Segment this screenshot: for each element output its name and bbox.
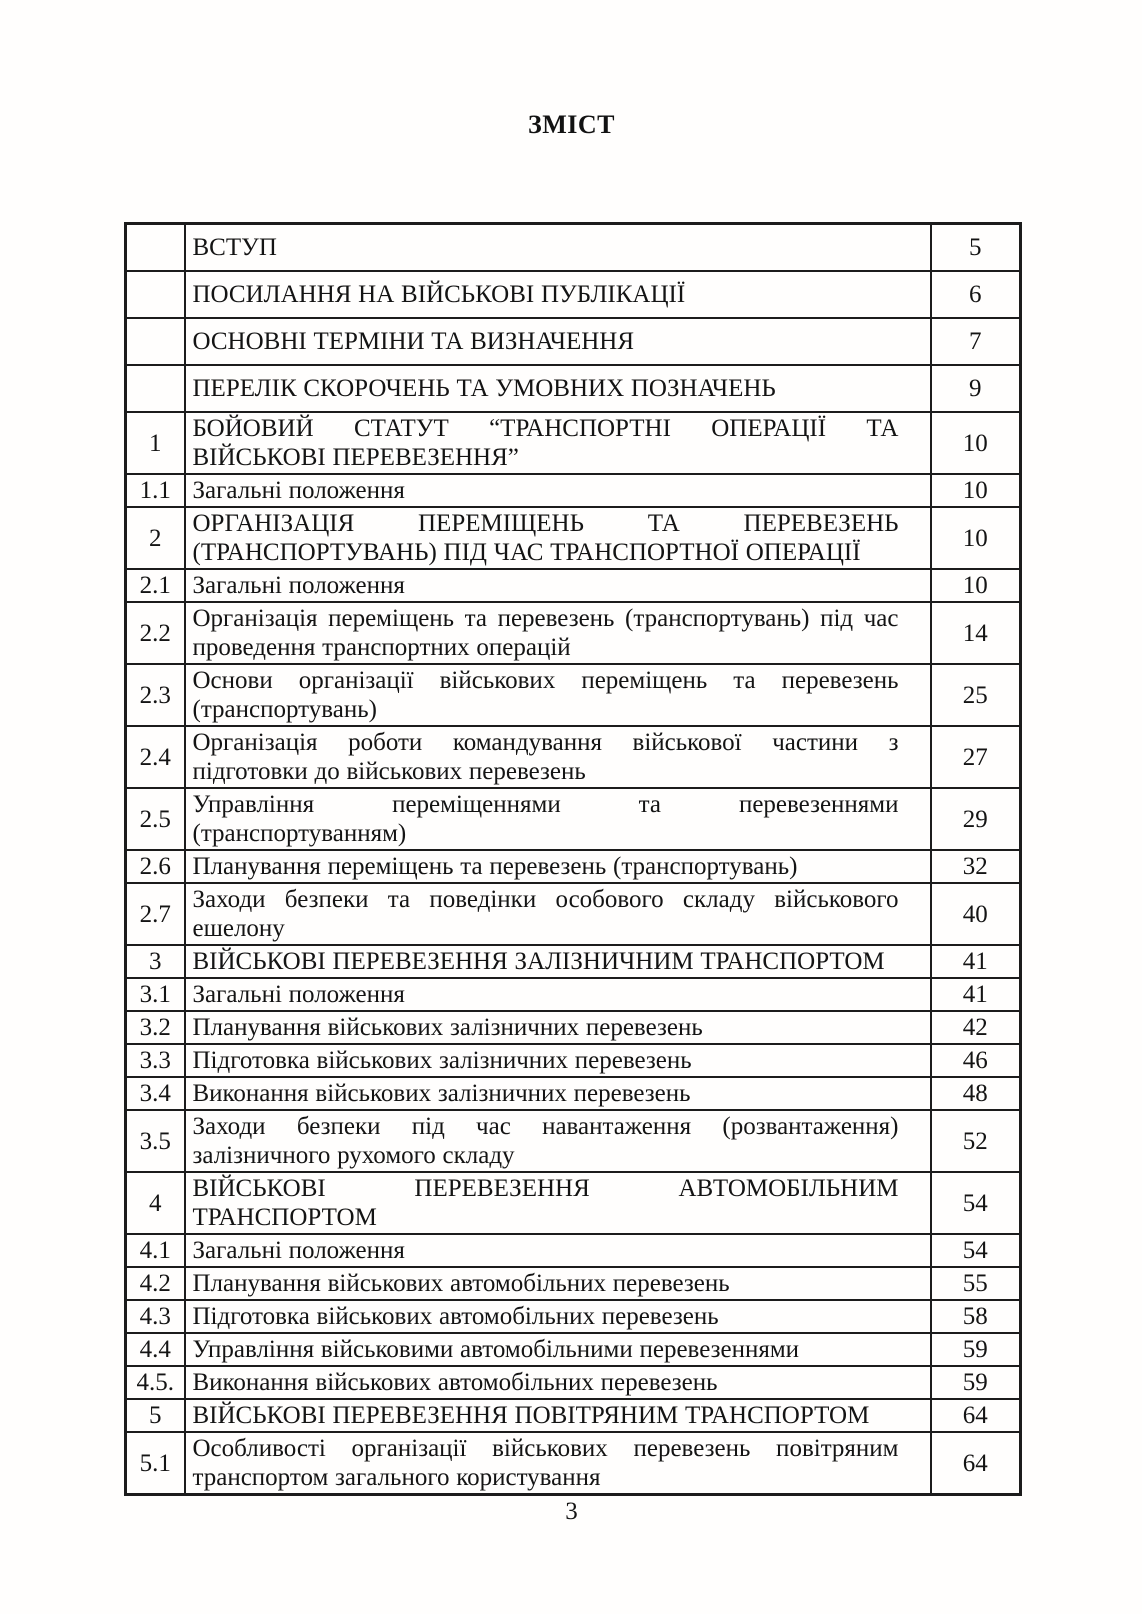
row-title: Загальні положення	[185, 474, 931, 507]
row-page-number: 10	[931, 569, 1021, 602]
row-section-number: 2.6	[126, 850, 185, 883]
table-row	[126, 978, 1021, 1011]
row-title: Планування військових залізничних перевезень	[185, 1011, 931, 1044]
row-page-number: 42	[931, 1011, 1021, 1044]
row-page-number: 32	[931, 850, 1021, 883]
table-row	[126, 602, 1021, 664]
toc-table	[124, 222, 1022, 1496]
row-page-number: 40	[931, 883, 1021, 945]
row-section-number	[126, 271, 185, 318]
row-title: Планування переміщень та перевезень (транспортувань)	[185, 850, 931, 883]
table-row	[126, 365, 1021, 412]
row-title: ВСТУП	[185, 224, 931, 272]
row-title: ВІЙСЬКОВІ ПЕРЕВЕЗЕННЯ АВТОМОБІЛЬНИМ ТРАНСПОРТОМ	[185, 1172, 931, 1234]
row-page-number: 6	[931, 271, 1021, 318]
row-section-number: 2.4	[126, 726, 185, 788]
row-section-number: 1	[126, 412, 185, 474]
table-row	[126, 507, 1021, 569]
row-title: ВІЙСЬКОВІ ПЕРЕВЕЗЕННЯ ПОВІТРЯНИМ ТРАНСПОРТОМ	[185, 1399, 931, 1432]
row-title: Заходи безпеки та поведінки особового складу військового ешелону	[185, 883, 931, 945]
row-page-number: 41	[931, 945, 1021, 978]
row-title: Організація роботи командування військової частини з підготовки до військових перевезень	[185, 726, 931, 788]
row-page-number: 5	[931, 224, 1021, 272]
table-row	[126, 569, 1021, 602]
row-section-number: 4.3	[126, 1300, 185, 1333]
row-title: Заходи безпеки під час навантаження (розвантаження) залізничного рухомого складу	[185, 1110, 931, 1172]
row-section-number	[126, 224, 185, 272]
table-row	[126, 664, 1021, 726]
row-page-number: 59	[931, 1333, 1021, 1366]
row-title: Підготовка військових автомобільних перевезень	[185, 1300, 931, 1333]
row-page-number: 14	[931, 602, 1021, 664]
row-title: ПОСИЛАННЯ НА ВІЙСЬКОВІ ПУБЛІКАЦІЇ	[185, 271, 931, 318]
table-row	[126, 1172, 1021, 1234]
row-title: Організація переміщень та перевезень (транспортувань) під час проведення транспортних операцій	[185, 602, 931, 664]
table-row	[126, 883, 1021, 945]
row-section-number: 2	[126, 507, 185, 569]
row-section-number: 5.1	[126, 1432, 185, 1495]
row-section-number	[126, 365, 185, 412]
table-row	[126, 1234, 1021, 1267]
row-section-number: 3.1	[126, 978, 185, 1011]
row-page-number: 9	[931, 365, 1021, 412]
table-row	[126, 1077, 1021, 1110]
row-section-number: 4.1	[126, 1234, 185, 1267]
row-section-number: 4.2	[126, 1267, 185, 1300]
row-page-number: 25	[931, 664, 1021, 726]
row-title: Планування військових автомобільних перевезень	[185, 1267, 931, 1300]
row-section-number: 3.4	[126, 1077, 185, 1110]
table-row	[126, 1399, 1021, 1432]
row-section-number: 4.4	[126, 1333, 185, 1366]
row-title: ОРГАНІЗАЦІЯ ПЕРЕМІЩЕНЬ ТА ПЕРЕВЕЗЕНЬ (ТРАНСПОРТУВАНЬ) ПІД ЧАС ТРАНСПОРТНОЇ ОПЕРАЦІЇ	[185, 507, 931, 569]
row-title: Основи організації військових переміщень та перевезень (транспортувань)	[185, 664, 931, 726]
table-row	[126, 224, 1021, 272]
table-row	[126, 271, 1021, 318]
table-row	[126, 1044, 1021, 1077]
row-section-number: 2.2	[126, 602, 185, 664]
row-page-number: 64	[931, 1432, 1021, 1495]
row-section-number: 3	[126, 945, 185, 978]
row-title: Виконання військових залізничних перевезень	[185, 1077, 931, 1110]
row-page-number: 59	[931, 1366, 1021, 1399]
table-row	[126, 474, 1021, 507]
row-title: Загальні положення	[185, 978, 931, 1011]
table-row	[126, 945, 1021, 978]
row-section-number: 5	[126, 1399, 185, 1432]
row-section-number	[126, 318, 185, 365]
row-page-number: 54	[931, 1234, 1021, 1267]
row-section-number: 2.3	[126, 664, 185, 726]
row-section-number: 4	[126, 1172, 185, 1234]
table-row	[126, 1267, 1021, 1300]
row-title: Підготовка військових залізничних перевезень	[185, 1044, 931, 1077]
row-page-number: 41	[931, 978, 1021, 1011]
table-row	[126, 1300, 1021, 1333]
table-row	[126, 850, 1021, 883]
row-page-number: 46	[931, 1044, 1021, 1077]
row-title: БОЙОВИЙ СТАТУТ “ТРАНСПОРТНІ ОПЕРАЦІЇ ТА ВІЙСЬКОВІ ПЕРЕВЕЗЕННЯ”	[185, 412, 931, 474]
footer-page-number: 3	[565, 1498, 578, 1525]
row-title: ОСНОВНІ ТЕРМІНИ ТА ВИЗНАЧЕННЯ	[185, 318, 931, 365]
row-section-number: 3.2	[126, 1011, 185, 1044]
table-row	[126, 1366, 1021, 1399]
row-section-number: 2.1	[126, 569, 185, 602]
row-title: Виконання військових автомобільних перевезень	[185, 1366, 931, 1399]
row-section-number: 3.3	[126, 1044, 185, 1077]
row-page-number: 58	[931, 1300, 1021, 1333]
row-page-number: 10	[931, 474, 1021, 507]
row-title: Особливості організації військових перевезень повітряним транспортом загального користування	[185, 1432, 931, 1495]
table-row	[126, 318, 1021, 365]
row-page-number: 54	[931, 1172, 1021, 1234]
row-title: Управління переміщеннями та перевезеннями (транспортуванням)	[185, 788, 931, 850]
row-page-number: 29	[931, 788, 1021, 850]
table-row	[126, 788, 1021, 850]
row-title: Загальні положення	[185, 569, 931, 602]
row-page-number: 64	[931, 1399, 1021, 1432]
row-page-number: 55	[931, 1267, 1021, 1300]
table-row	[126, 412, 1021, 474]
page-title: ЗМІСТ	[528, 110, 615, 139]
row-page-number: 10	[931, 412, 1021, 474]
row-title: Загальні положення	[185, 1234, 931, 1267]
table-row	[126, 1432, 1021, 1495]
table-row	[126, 1110, 1021, 1172]
table-row	[126, 726, 1021, 788]
row-page-number: 48	[931, 1077, 1021, 1110]
row-page-number: 52	[931, 1110, 1021, 1172]
row-section-number: 3.5	[126, 1110, 185, 1172]
row-section-number: 4.5.	[126, 1366, 185, 1399]
row-page-number: 27	[931, 726, 1021, 788]
row-section-number: 1.1	[126, 474, 185, 507]
table-row	[126, 1333, 1021, 1366]
row-section-number: 2.7	[126, 883, 185, 945]
row-title: ПЕРЕЛІК СКОРОЧЕНЬ ТА УМОВНИХ ПОЗНАЧЕНЬ	[185, 365, 931, 412]
table-row	[126, 1011, 1021, 1044]
toc-table-body	[126, 224, 1021, 1495]
row-title: ВІЙСЬКОВІ ПЕРЕВЕЗЕННЯ ЗАЛІЗНИЧНИМ ТРАНСПОРТОМ	[185, 945, 931, 978]
row-title: Управління військовими автомобільними перевезеннями	[185, 1333, 931, 1366]
row-section-number: 2.5	[126, 788, 185, 850]
row-page-number: 10	[931, 507, 1021, 569]
row-page-number: 7	[931, 318, 1021, 365]
